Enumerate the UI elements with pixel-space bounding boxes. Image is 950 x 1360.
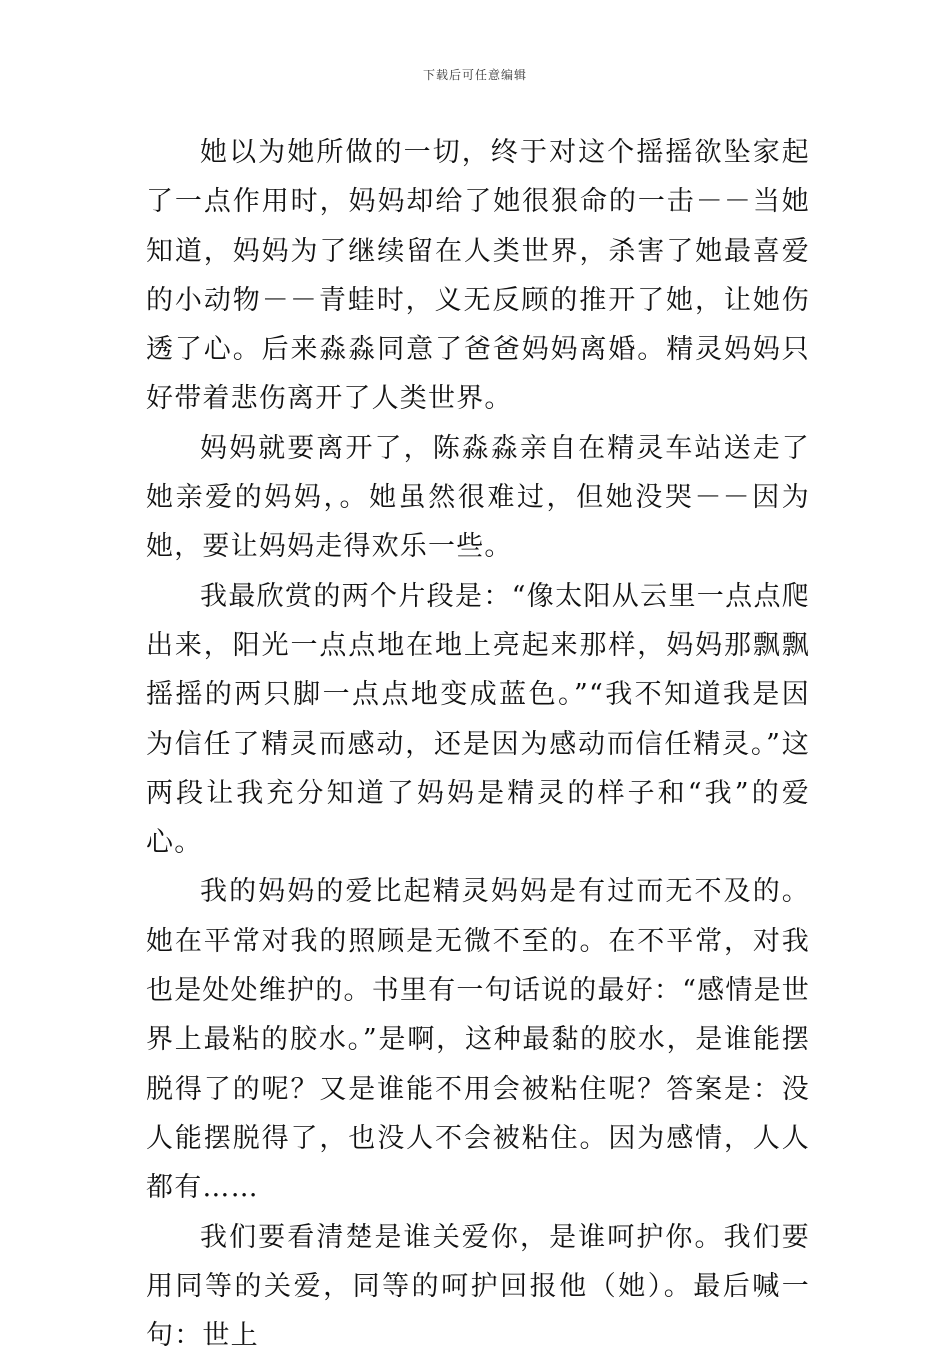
paragraph: 我们要看清楚是谁关爱你，是谁呵护你。我们要用同等的关爱，同等的呵护回报他（她）。最后喊一句：世上 — [146, 1221, 810, 1352]
paragraph: 她以为她所做的一切，终于对这个摇摇欲坠家起了一点作用时，妈妈却给了她很狠命的一击－－当她知道，妈妈为了继续留在人类世界，杀害了她最喜爱的小动物－－青蛙时，义无反顾的推开了她，让她伤透了心。后来淼淼同意了爸爸妈妈离婚。精灵妈妈只好带着悲伤离开了人类世界。 — [146, 137, 810, 415]
document-body — [146, 128, 810, 1360]
paragraph: 妈妈就要离开了，陈淼淼亲自在精灵车站送走了她亲爱的妈妈，。她虽然很难过，但她没哭－－因为她，要让妈妈走得欢乐一些。 — [146, 432, 810, 563]
paragraph: 我最欣赏的两个片段是：“像太阳从云里一点点爬出来，阳光一点点地在地上亮起来那样，妈妈那飘飘摇摇的两只脚一点点地变成蓝色。”“我不知道我是因为信任了精灵而感动，还是因为感动而信任精灵。”这两段让我充分知道了妈妈是精灵的样子和“我”的爱心。 — [146, 580, 810, 859]
paragraph: 我的妈妈的爱比起精灵妈妈是有过而无不及的。她在平常对我的照顾是无微不至的。在不平常，对我也是处处维护的。书里有一句话说的最好：“感情是世界上最粘的胶水。”是啊，这种最黏的胶水，是谁能摆脱得了的呢？又是谁能不用会被粘住呢？答案是：没人能摆脱得了，也没人不会被粘住。因为感情，人人都有…… — [146, 876, 810, 1204]
page-header: 下载后可任意编辑 — [422, 68, 527, 82]
